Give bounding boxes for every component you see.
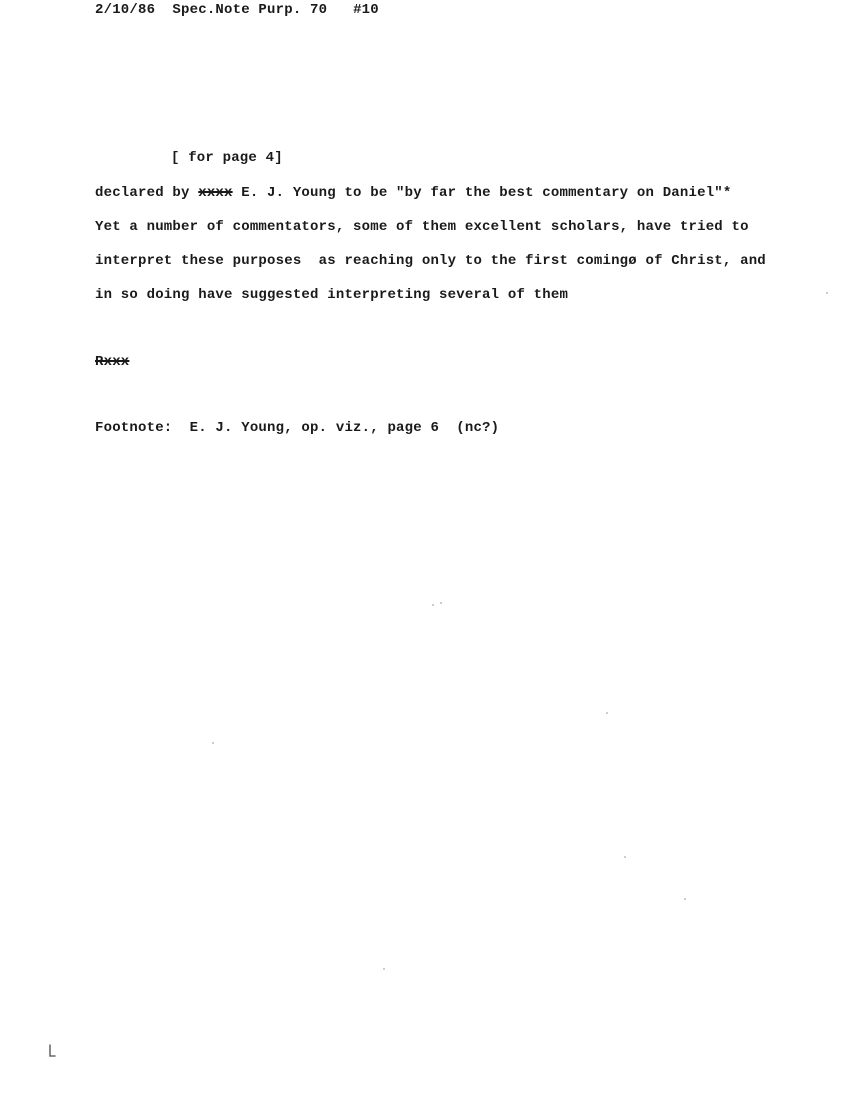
header-date: 2/10/86 xyxy=(95,2,156,18)
struck-out-fragment: Rxxx xyxy=(95,354,130,370)
body-line-1-before: declared by xyxy=(95,185,199,201)
scan-speck xyxy=(624,856,626,858)
scan-speck xyxy=(684,898,686,900)
header-line xyxy=(95,3,379,17)
scan-speck xyxy=(440,602,442,604)
body-line-4: in so doing have suggested interpreting several of them xyxy=(95,287,569,303)
header-title: Spec.Note Purp. 70 xyxy=(172,2,328,18)
body-line-2: Yet a number of commentators, some of them excellent scholars, have tried to xyxy=(95,219,749,235)
struck-out-word: xxxx xyxy=(198,185,233,201)
footnote: Footnote: E. J. Young, op. viz., page 6 (nc?) xyxy=(95,420,500,436)
scan-speck xyxy=(432,604,434,606)
scan-speck xyxy=(383,968,385,970)
page-reference: [ for page 4] xyxy=(171,150,283,166)
scan-speck xyxy=(826,292,828,294)
header-number: #10 xyxy=(353,2,379,18)
scan-speck xyxy=(606,712,608,714)
body-line-1-after: E. J. Young to be "by far the best commentary on Daniel"* xyxy=(232,185,732,201)
scan-speck xyxy=(212,742,214,744)
ink-mark xyxy=(48,1044,56,1058)
body-line-3: interpret these purposes as reaching only to the first comingø of Christ, and xyxy=(95,253,766,269)
body-line-1 xyxy=(95,186,732,200)
